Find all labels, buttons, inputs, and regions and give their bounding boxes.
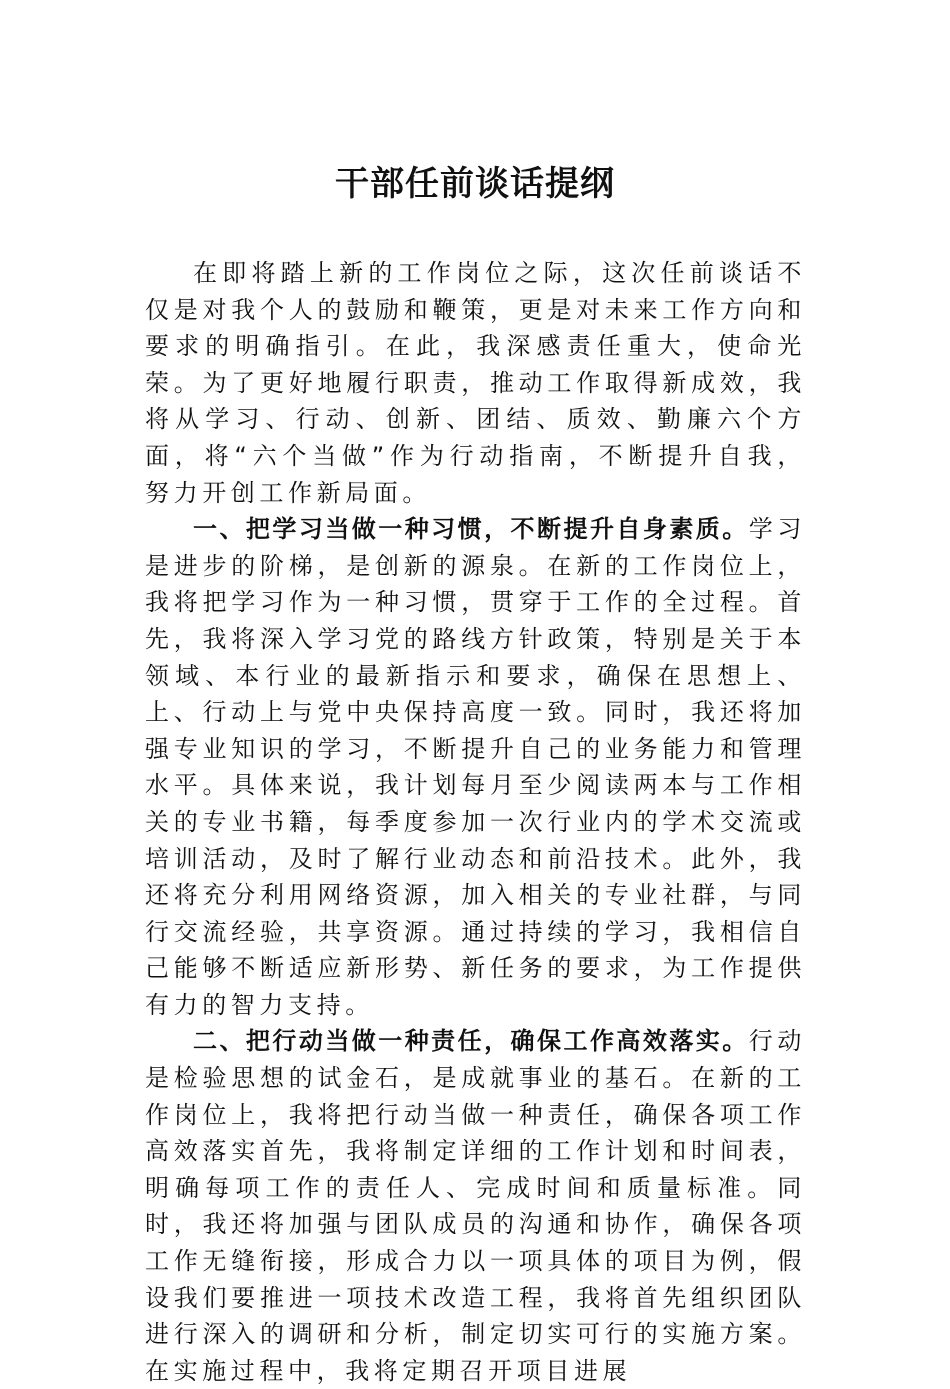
paragraph-section-2 <box>145 1023 806 1389</box>
paragraph-section-1 <box>145 511 806 1023</box>
section-1-text: 学习是进步的阶梯，是创新的源泉。在新的工作岗位上，我将把学习作为一种习惯，贯穿于工作的全过程。首先，我将深入学习党的路线方针政策，特别是关于本领域、本行业的最新指示和要求，确保在思想上、上、行动上与党中央保持高度一致。同时，我还将加强专业知识的学习，不断提升自己的业务能力和管理水平。具体来说，我计划每月至少阅读两本与工作相关的专业书籍，每季度参加一次行业内的学术交流或培训活动，及时了解行业动态和前沿技术。此外，我还将充分利用网络资源，加入相关的专业社群，与同行交流经验，共享资源。通过持续的学习，我相信自己能够不断适应新形势、新任务的要求，为工作提供有力的智力支持。 <box>145 515 806 1019</box>
section-1-heading: 一、把学习当做一种习惯，不断提升自身素质。 <box>193 515 749 544</box>
section-2-heading: 二、把行动当做一种责任，确保工作高效落实。 <box>193 1027 749 1056</box>
document-body <box>145 255 806 1389</box>
paragraph-intro <box>145 255 806 511</box>
paragraph-intro-text: 在即将踏上新的工作岗位之际，这次任前谈话不仅是对我个人的鼓励和鞭策，更是对未来工作方向和要求的明确指引。在此，我深感责任重大，使命光荣。为了更好地履行职责，推动工作取得新成效，我将从学习、行动、创新、团结、质效、勤廉六个方面，将“六个当做”作为行动指南，不断提升自我，努力开创工作新局面。 <box>145 259 806 507</box>
document-title: 干部任前谈话提纲 <box>335 164 615 204</box>
section-2-text: 行动是检验思想的试金石，是成就事业的基石。在新的工作岗位上，我将把行动当做一种责任，确保各项工作高效落实首先，我将制定详细的工作计划和时间表，明确每项工作的责任人、完成时间和质量标准。同时，我还将加强与团队成员的沟通和协作，确保各项工作无缝衔接，形成合力以一项具体的项目为例，假设我们要推进一项技术改造工程，我将首先组织团队进行深入的调研和分析，制定切实可行的实施方案。在实施过程中，我将定期召开项目进展 <box>145 1027 806 1385</box>
